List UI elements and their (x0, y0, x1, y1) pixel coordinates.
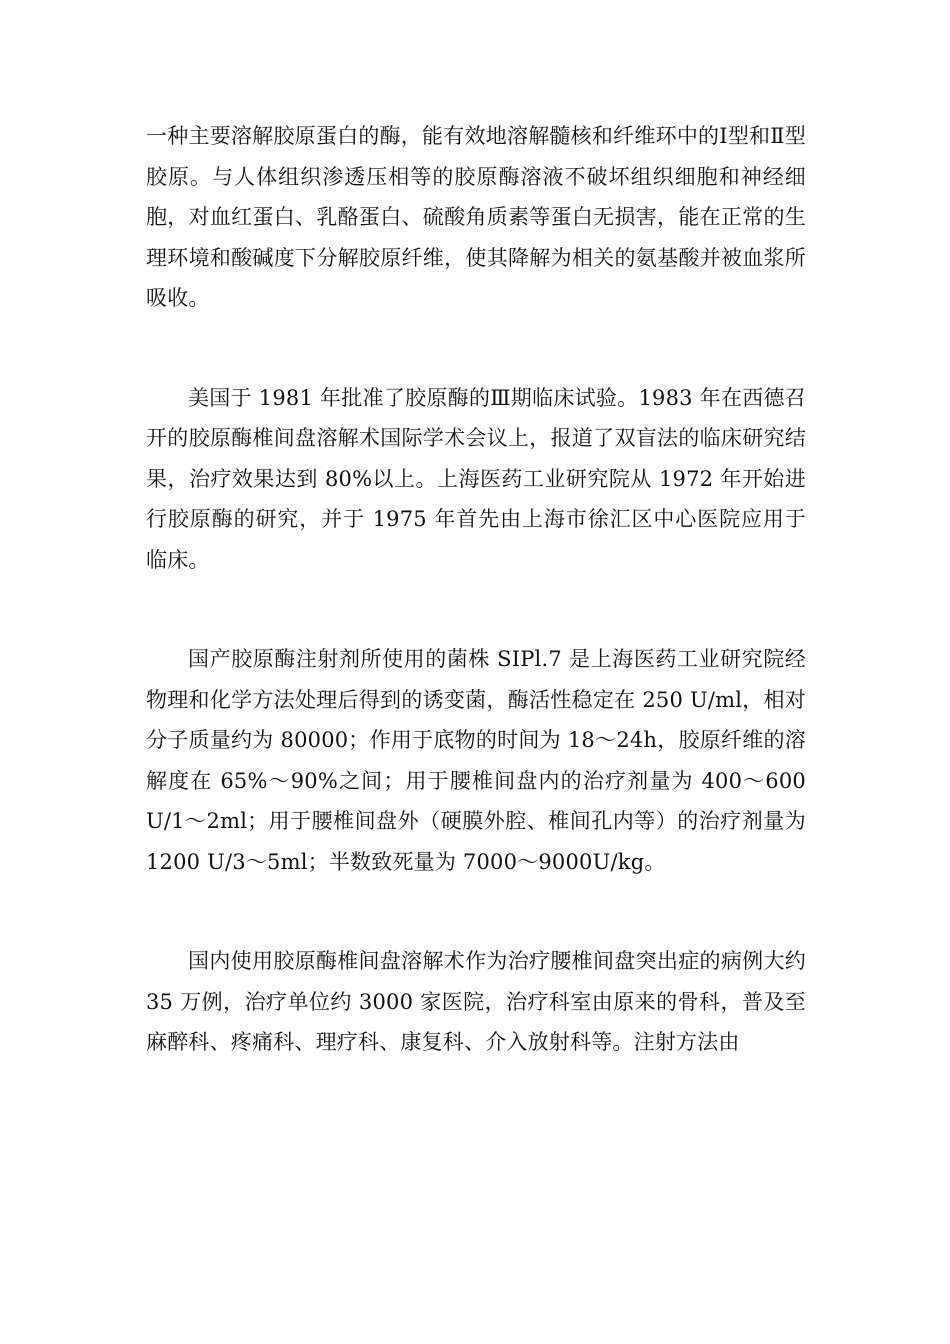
paragraph-domestic-usage: 国内使用胶原酶椎间盘溶解术作为治疗腰椎间盘突出症的病例大约 35 万例，治疗单位约 3000 家医院，治疗科室由原来的骨科，普及至麻醉科、疼痛科、理疗科、康复科、介入放射科等。注射方法由 (146, 949, 806, 1054)
document-body (146, 116, 806, 1063)
paragraph-domestic-injection: 国产胶原酶注射剂所使用的菌株 SIPl.7 是上海医药工业研究院经物理和化学方法处理后得到的诱变菌，酶活性稳定在 250 U/ml，相对分子质量约为 80000；作用于底物的时间为 18～24h，胶原纤维的溶解度在 65%～90%之间；用于腰椎间盘内的治疗剂量为 400～600 U/1～2ml；用于腰椎间盘外（硬膜外腔、椎间孔内等）的治疗剂量为 1200 U/3～5ml；半数致死量为 7000～9000U/kg。 (146, 647, 806, 874)
paragraph-collagenase-function: 一种主要溶解胶原蛋白的酶，能有效地溶解髓核和纤维环中的Ⅰ型和Ⅱ型胶原。与人体组织渗透压相等的胶原酶溶液不破坏组织细胞和神经细胞，对血红蛋白、乳酪蛋白、硫酸角质素等蛋白无损害，能在正常的生理环境和酸碱度下分解胶原纤维，使其降解为相关的氨基酸并被血浆所吸收。 (146, 124, 806, 310)
paragraph-clinical-history: 美国于 1981 年批准了胶原酶的Ⅲ期临床试验。1983 年在西德召开的胶原酶椎间盘溶解术国际学术会议上，报道了双盲法的临床研究结果，治疗效果达到 80%以上。上海医药工业研究院从 1972 年开始进行胶原酶的研究，并于 1975 年首先由上海市徐汇区中心医院应用于临床。 (146, 385, 806, 572)
